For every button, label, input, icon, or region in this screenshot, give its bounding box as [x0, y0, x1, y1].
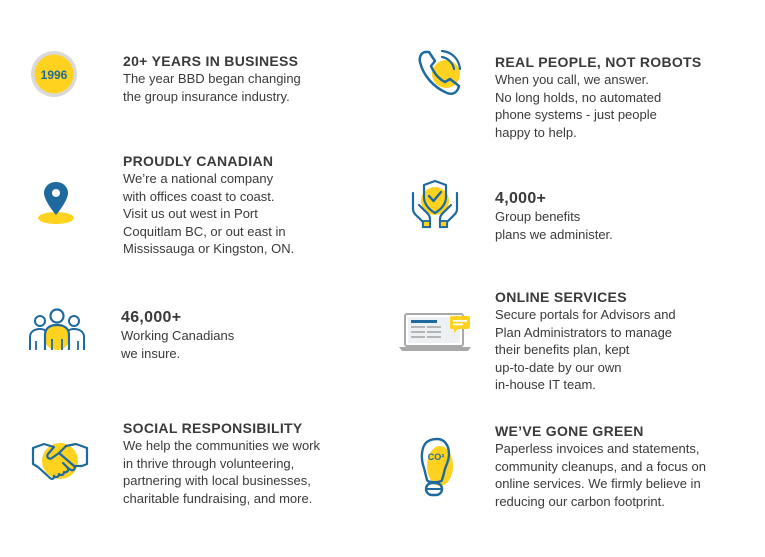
- feature-description: Group benefits plans we administer.: [495, 209, 613, 242]
- co2-label: CO²: [427, 452, 445, 462]
- 1996-badge-icon: [30, 50, 78, 98]
- feature-title: SOCIAL RESPONSIBILITY: [123, 420, 303, 436]
- location-pin-icon: [36, 180, 76, 226]
- handshake-icon: [30, 436, 90, 486]
- badge-year: 1996: [40, 68, 68, 82]
- feature-title: 20+ YEARS IN BUSINESS: [123, 53, 299, 69]
- feature-title: PROUDLY CANADIAN: [123, 153, 274, 169]
- people-group-icon: [27, 305, 87, 353]
- shield-hands-icon: [410, 177, 460, 229]
- feature-title: 4,000+: [495, 190, 547, 207]
- feature-title: WE’VE GONE GREEN: [495, 423, 644, 439]
- feature-title: ONLINE SERVICES: [495, 289, 627, 305]
- feature-description: When you call, we answer. No long holds, no automated phone systems - just people happy to help.: [495, 72, 662, 140]
- feature-description: Paperless invoices and statements, community cleanups, and a focus on online services. We firmly believe in reducing our carbon footprint.: [495, 441, 707, 509]
- feature-description: We help the communities we work in thrive through volunteering, partnering with local businesses, charitable fundraising, and more.: [123, 438, 321, 506]
- feature-title: REAL PEOPLE, NOT ROBOTS: [495, 54, 702, 70]
- feature-description: Working Canadians we insure.: [121, 328, 235, 361]
- feature-description: We’re a national company with offices coast to coast. Visit us out west in Port Coquitlam BC, or out east in Mississauga or Kingston, ON.: [123, 171, 295, 256]
- feature-title: 46,000+: [121, 309, 182, 326]
- laptop-icon: [398, 312, 472, 354]
- feature-description: The year BBD began changing the group insurance industry.: [123, 71, 301, 104]
- co2-footprint-icon: [415, 436, 455, 498]
- phone-icon: [415, 47, 465, 99]
- feature-description: Secure portals for Advisors and Plan Administrators to manage their benefits plan, kept up-to-date by our own in-house IT team.: [495, 307, 676, 392]
